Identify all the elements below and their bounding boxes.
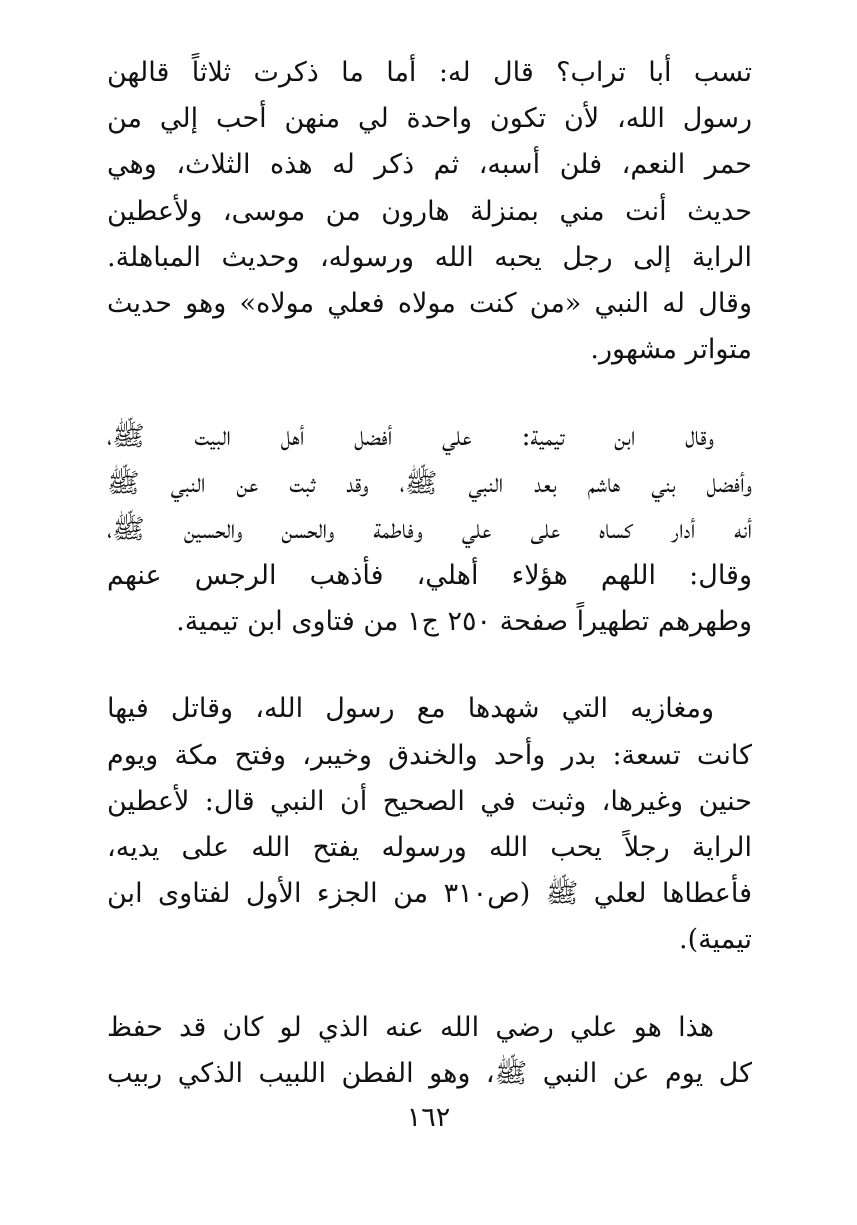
paragraph-4 bbox=[107, 1005, 752, 1097]
text-line: حمر النعم، فلن أسبه، ثم ذكر له هذه الثلاث، وهي bbox=[107, 149, 752, 181]
text-line: الراية إلى رجل يحبه الله ورسوله، وحديث المباهلة. bbox=[107, 241, 752, 273]
page-number: ١٦٢ bbox=[406, 1102, 451, 1133]
text-line: أنه أدار كساه على علي وفاطمة والحسن والحسين ﷺ، bbox=[107, 513, 752, 545]
text-line: ومغازيه التي شهدها مع رسول الله، وقاتل فيها bbox=[107, 693, 714, 725]
text-line: كانت تسعة: بدر وأحد والخندق وخيبر، وفتح مكة ويوم bbox=[107, 739, 752, 771]
text-line: تيمية). bbox=[678, 924, 752, 956]
text-line: متواتر مشهور. bbox=[590, 334, 752, 366]
text-line: حديث أنت مني بمنزلة هارون من موسى، ولأعطين bbox=[107, 195, 752, 227]
text-line: الراية رجلاً يحب الله ورسوله يفتح الله على يديه، bbox=[107, 832, 752, 864]
text-line: وطهرهم تطهيراً صفحة ٢٥٠ ج١ من فتاوى ابن تيمية. bbox=[176, 606, 752, 638]
text-line: كل يوم عن النبي ﷺ، وهو الفطن اللبيب الذكي ربيب bbox=[107, 1057, 752, 1089]
text-line: تسب أبا تراب؟ قال له: أما ما ذكرت ثلاثاً قالهن bbox=[107, 57, 752, 88]
text-line: فأعطاها لعلي ﷺ (ص٣١٠ من الجزء الأول لفتاوى ابن bbox=[107, 878, 752, 910]
text-line: وقال: اللهم هؤلاء أهلي، فأذهب الرجس عنهم bbox=[107, 560, 752, 592]
page-body bbox=[107, 50, 752, 1097]
text-line: حنين وغيرها، وثبت في الصحيح أن النبي قال: لأعطين bbox=[107, 785, 752, 817]
paragraph-1 bbox=[107, 50, 752, 373]
text-line: وقال له النبي «من كنت مولاه فعلي مولاه» وهو حديث bbox=[107, 288, 752, 320]
paragraph-2 bbox=[107, 414, 752, 645]
text-line: رسول الله، لأن تكون واحدة لي منهن أحب إلي من bbox=[107, 103, 752, 135]
text-line: وقال ابن تيمية: علي أفضل أهل البيت ﷺ، bbox=[107, 421, 714, 453]
text-line: وأفضل بني هاشم بعد النبي ﷺ، وقد ثبت عن النبي ﷺ bbox=[107, 467, 752, 499]
text-line: هذا هو علي رضي الله عنه الذي لو كان قد حفظ bbox=[107, 1011, 714, 1043]
paragraph-3 bbox=[107, 686, 752, 963]
